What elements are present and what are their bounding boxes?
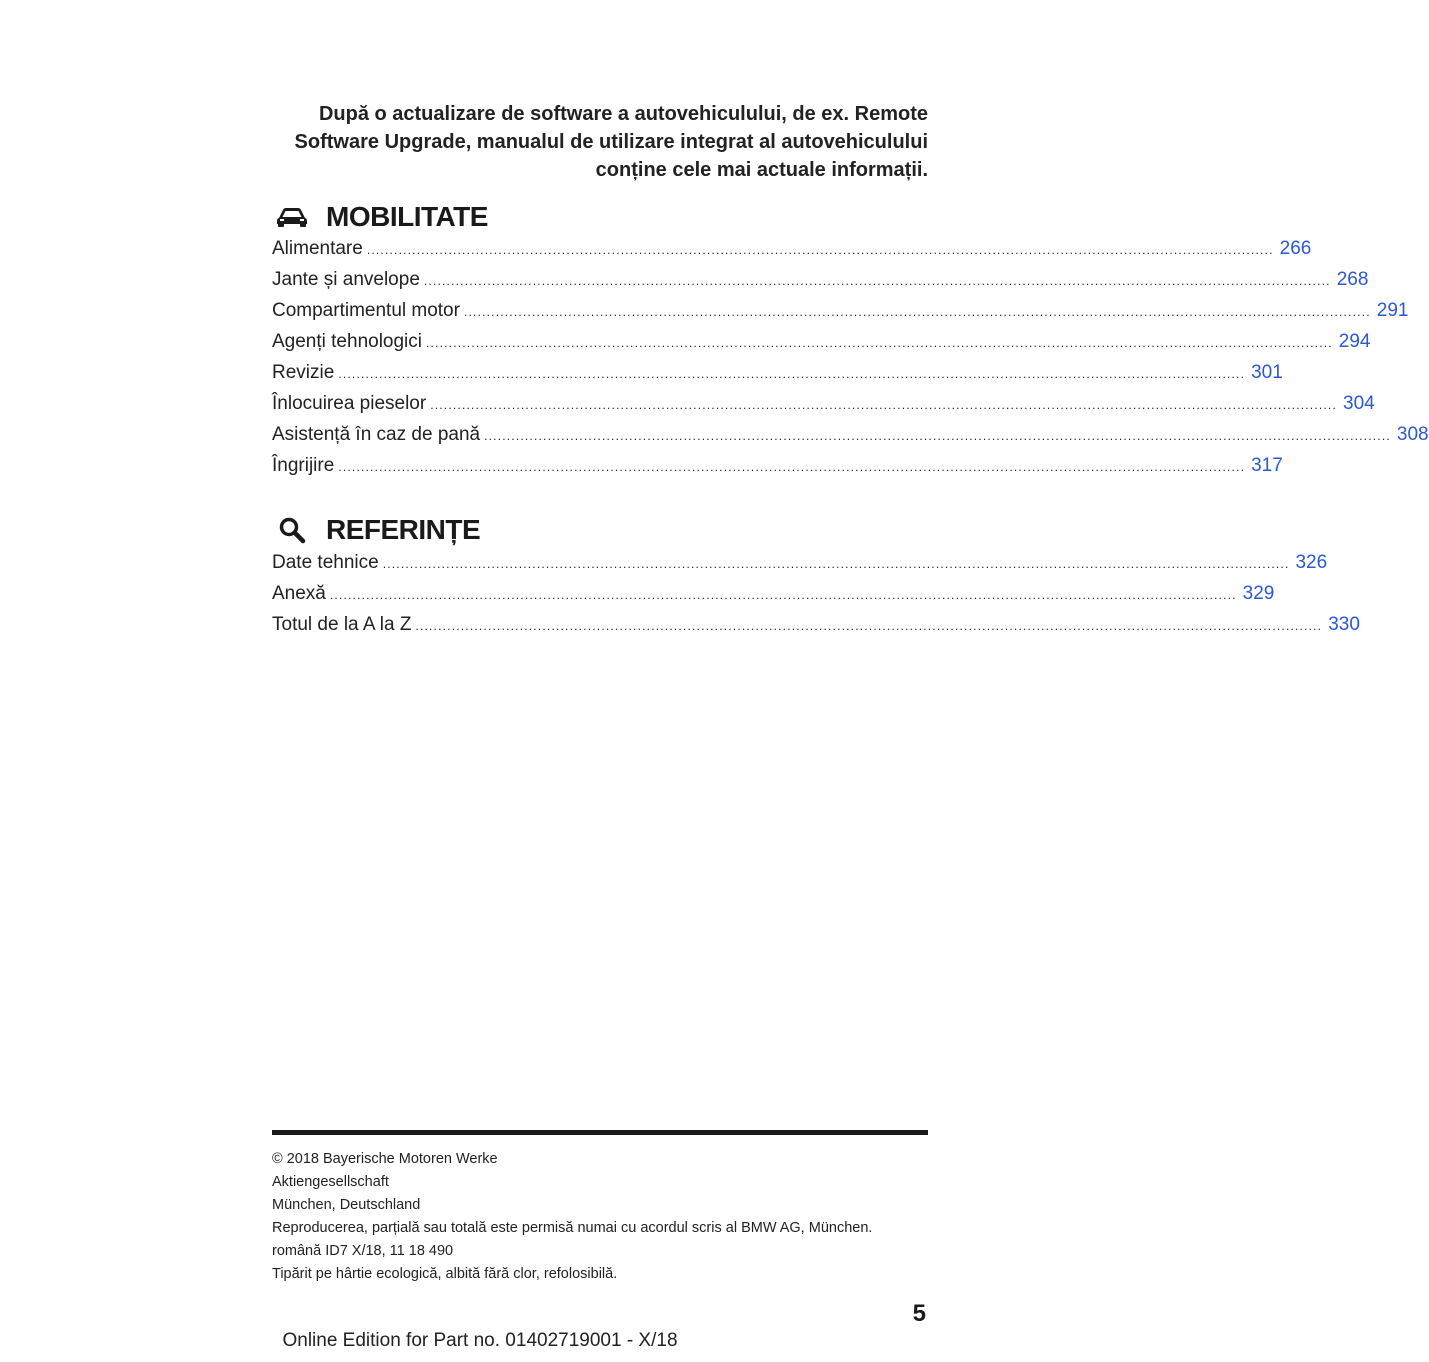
toc-entry-page-link[interactable]: 304 xyxy=(1343,393,1375,414)
toc-entry-page-link[interactable]: 291 xyxy=(1376,300,1409,321)
toc-entry[interactable] xyxy=(272,331,1371,362)
toc-entry-page-link[interactable]: 268 xyxy=(1336,269,1369,290)
dot-leader: ........................................................................................................................................................................................................ xyxy=(426,336,1333,350)
toc-entry[interactable] xyxy=(272,238,1312,269)
toc-entry-label[interactable]: Agenți tehnologici xyxy=(272,331,422,352)
toc-entry[interactable] xyxy=(272,300,1409,331)
update-notice-line: Software Upgrade, manualul de utilizare integrat al autovehiculului xyxy=(294,131,928,153)
toc-entry[interactable] xyxy=(272,552,1328,583)
toc-entry-label[interactable]: Alimentare xyxy=(272,238,363,259)
toc-entry-label[interactable]: Totul de la A la Z xyxy=(272,614,412,635)
toc-entry-page-link[interactable]: 329 xyxy=(1242,583,1275,604)
dot-leader: ........................................................................................................................................................................................................ xyxy=(463,305,1371,319)
toc-entry-label[interactable]: Îngrijire xyxy=(272,455,335,476)
toc-entry-page-link[interactable]: 317 xyxy=(1251,455,1283,476)
imprint-line: München, Deutschland xyxy=(272,1197,421,1213)
update-notice xyxy=(228,100,928,184)
car-icon xyxy=(272,197,312,237)
toc-entry[interactable] xyxy=(272,424,1429,455)
toc-entry-label[interactable]: Compartimentul motor xyxy=(272,300,460,321)
toc-entry[interactable] xyxy=(272,269,1369,300)
update-notice-line: conține cele mai actuale informații. xyxy=(595,159,928,181)
imprint-divider xyxy=(272,1130,928,1135)
search-icon xyxy=(272,510,312,550)
dot-leader: ........................................................................................................................................................................................................ xyxy=(366,243,1274,257)
toc-entry[interactable] xyxy=(272,362,1283,393)
toc-entry-label[interactable]: Jante și anvelope xyxy=(272,269,420,290)
page-number: 5 xyxy=(912,1300,926,1327)
imprint xyxy=(272,1148,928,1286)
toc-list-mobilitate xyxy=(272,238,1429,486)
imprint-line: română ID7 X/18, 11 18 490 xyxy=(272,1243,454,1259)
section-title: MOBILITATE xyxy=(326,201,488,232)
dot-leader: ........................................................................................................................................................................................................ xyxy=(484,429,1391,443)
section-heading-mobilitate xyxy=(272,197,488,237)
imprint-line: Tipărit pe hârtie ecologică, albită fără clor, refolosibilă. xyxy=(272,1266,618,1282)
update-notice-line: După o actualizare de software a autovehiculului, de ex. Remote xyxy=(318,103,928,125)
toc-entry-page-link[interactable]: 308 xyxy=(1396,424,1429,445)
imprint-line: Reproducerea, parțială sau totală este permisă numai cu acordul scris al BMW AG, München. xyxy=(272,1220,873,1236)
section-heading-referinte xyxy=(272,510,480,550)
dot-leader: ........................................................................................................................................................................................................ xyxy=(338,367,1246,381)
toc-list-referinte xyxy=(272,552,1360,645)
imprint-line: Aktiengesellschaft xyxy=(272,1174,389,1190)
dot-leader: ........................................................................................................................................................................................................ xyxy=(430,398,1337,412)
toc-entry[interactable] xyxy=(272,393,1375,424)
toc-entry[interactable] xyxy=(272,614,1360,645)
toc-entry[interactable] xyxy=(272,583,1275,614)
toc-entry-label[interactable]: Asistență în caz de pană xyxy=(272,424,481,445)
toc-entry-page-link[interactable]: 266 xyxy=(1279,238,1312,259)
dot-leader: ........................................................................................................................................................................................................ xyxy=(382,557,1290,571)
dot-leader: ........................................................................................................................................................................................................ xyxy=(329,588,1237,602)
dot-leader: ........................................................................................................................................................................................................ xyxy=(415,619,1323,633)
toc-entry-label[interactable]: Anexă xyxy=(272,583,326,604)
dot-leader: ........................................................................................................................................................................................................ xyxy=(338,460,1246,474)
toc-entry-label[interactable]: Înlocuirea pieselor xyxy=(272,393,427,414)
toc-entry-page-link[interactable]: 301 xyxy=(1251,362,1283,383)
toc-entry-page-link[interactable]: 294 xyxy=(1338,331,1371,352)
section-title: REFERINȚE xyxy=(326,514,481,545)
imprint-line: © 2018 Bayerische Motoren Werke xyxy=(272,1151,498,1167)
toc-entry-label[interactable]: Revizie xyxy=(272,362,335,383)
toc-entry-page-link[interactable]: 326 xyxy=(1295,552,1328,573)
toc-entry-label[interactable]: Date tehnice xyxy=(272,552,379,573)
dot-leader: ........................................................................................................................................................................................................ xyxy=(423,274,1331,288)
online-edition-footer: Online Edition for Part no. 01402719001 - X/18 xyxy=(282,1330,678,1351)
toc-entry-page-link[interactable]: 330 xyxy=(1328,614,1360,635)
toc-entry[interactable] xyxy=(272,455,1283,486)
